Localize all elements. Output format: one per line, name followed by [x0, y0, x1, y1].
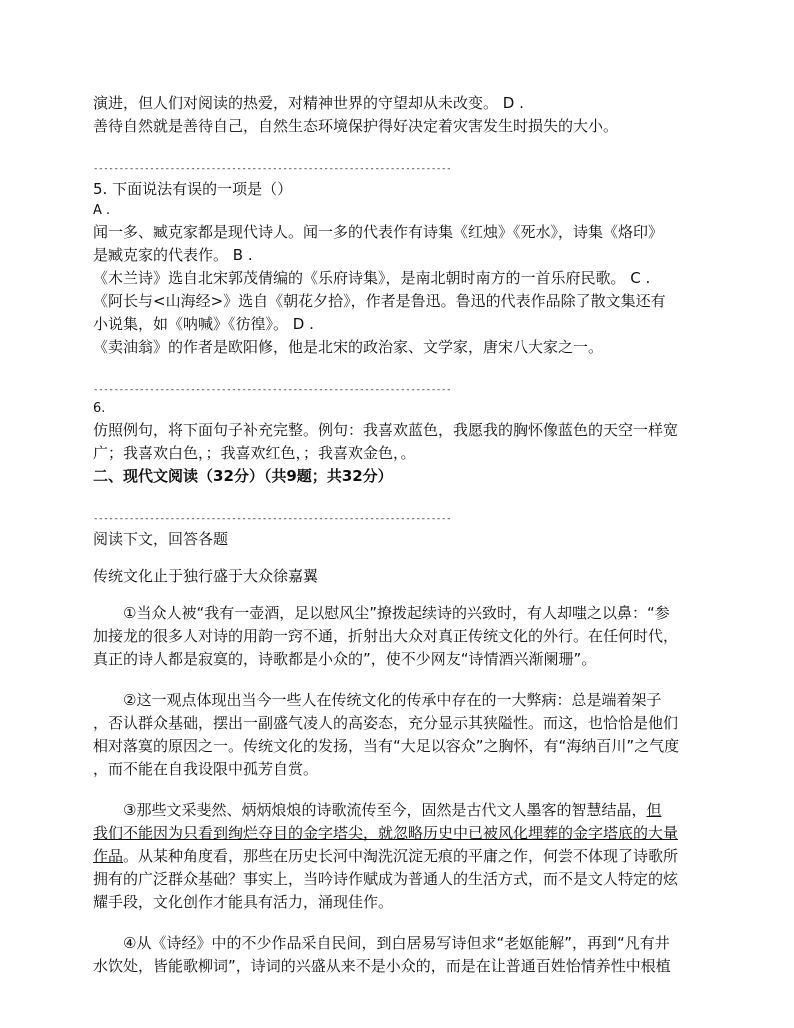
reading-instruction: 阅读下文，回答各题 [93, 530, 229, 548]
text-line: 善待自然就是善待自己，自然生态环境保护得好决定着灾害发生时损失的大小。 [93, 117, 619, 135]
paragraph-3 [93, 799, 713, 914]
text-line: ，而不能在自我设限中孤芳自赏。 [93, 760, 319, 778]
article-title: 传统文化止于独行盛于大众徐嘉翼 [93, 567, 319, 585]
text-line: 水饮处，皆能歌柳词”，诗词的兴盛从来不是小众的，而是在让普通百姓怡情养性中根植 [93, 957, 671, 975]
text-span: ③那些文采斐然、炳炳烺烺的诗歌流传至今，固然是古代文人墨客的智慧结晶， [123, 801, 647, 819]
question-5-stem: 5. 下面说法有误的一项是（） [93, 180, 293, 198]
option-a-label: A . [93, 203, 111, 218]
text-line: ②这一观点体现出当今一些人在传统文化的传承中存在的一大弊病：总是端着架子 [123, 691, 662, 709]
separator-line: ---------------------------------------------------------------------- [93, 164, 452, 174]
question-6-number: 6. [93, 401, 106, 416]
text-line: 《卖油翁》的作者是欧阳修，他是北宋的政治家、文学家，唐宋八大家之一。 [93, 338, 604, 356]
text-line [93, 845, 713, 868]
separator-line: ---------------------------------------------------------------------- [93, 514, 452, 524]
text-line: ④从《诗经》中的不少作品采自民间，到白居易写诗但求“老妪能解”，再到“凡有井 [123, 934, 670, 952]
text-line: 闻一多、臧克家都是现代诗人。闻一多的代表作有诗集《红烛》《死水》，诗集《烙印》 [93, 223, 664, 241]
text-line: 小说集，如《呐喊》《彷徨》。 D . [93, 315, 314, 333]
text-line: 相对落寞的原因之一。传统文化的发扬，当有“大足以容众”之胸怀，有“海纳百川”之气度 [93, 737, 680, 755]
paragraph-1 [93, 602, 713, 671]
text-line: 演进，但人们对阅读的热爱，对精神世界的守望却从未改变。 D . [93, 94, 524, 112]
document-page [93, 92, 713, 978]
text-line: ①当众人被“我有一壶酒，足以慰风尘”撩拨起续诗的兴致时，有人却嗤之以鼻：“参 [123, 604, 670, 622]
underlined-text: 作品 [93, 847, 124, 865]
text-line: 真正的诗人都是寂寞的，诗歌都是小众的”，使不少网友“诗情酒兴渐阑珊”。 [93, 650, 597, 668]
text-line [93, 799, 713, 822]
separator-line: ---------------------------------------------------------------------- [93, 385, 452, 395]
section-heading: 二、现代文阅读（32分）（共9题；共32分） [93, 467, 393, 485]
text-line: 《木兰诗》选自北宋郭茂倩编的《乐府诗集》，是南北朝时南方的一首乐府民歌。 C . [93, 269, 651, 287]
paragraph-4 [93, 932, 713, 978]
text-line: 仿照例句，将下面句子补充完整。例句：我喜欢蓝色，我愿我的胸怀像蓝色的天空一样宽 [93, 421, 679, 439]
underlined-text: 但 [646, 801, 662, 819]
text-line: 《阿长与<山海经>》选自《朝花夕拾》，作者是鲁迅。鲁迅的代表作品除了散文集还有 [93, 292, 666, 310]
text-line: 广；我喜欢白色，；我喜欢红色，；我喜欢金色，。 [93, 444, 416, 462]
text-line: 加接龙的很多人对诗的用韵一窍不通，折射出大众对真正传统文化的外行。在任何时代， [93, 627, 679, 645]
text-line: 耀手段，文化创作才能具有活力，涌现佳作。 [93, 893, 394, 911]
text-line: 是臧克家的代表作。 B . [93, 246, 253, 264]
text-line: 拥有的广泛群众基础？事实上，当吟诗作赋成为普通人的生活方式，而不是文人特定的炫 [93, 870, 679, 888]
paragraph-2 [93, 689, 713, 781]
text-span: 。从某种角度看，那些在历史长河中淘洗沉淀无痕的平庸之作，何尝不体现了诗歌所 [123, 847, 679, 865]
text-line [93, 822, 713, 845]
underlined-text: 我们不能因为只看到绚烂夺目的金字塔尖，就忽略历史中已被风化埋葬的金字塔底的大量 [93, 824, 679, 842]
text-line: ，否认群众基础，摆出一副盛气凌人的高姿态，充分显示其狭隘性。而这，也恰恰是他们 [93, 714, 679, 732]
